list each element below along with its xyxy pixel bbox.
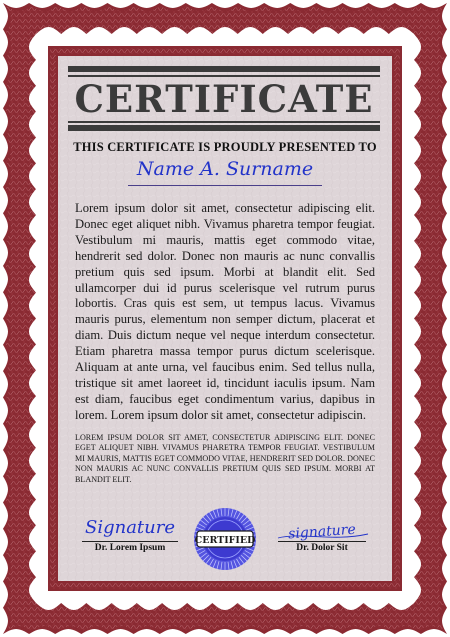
recipient-name: Name A. Surname <box>136 158 314 180</box>
title-bar-top-thick <box>68 66 380 72</box>
signature-left-script: Signature <box>84 517 176 538</box>
signature-right-name: Dr. Dolor Sit <box>296 543 348 553</box>
title-bar-bottom-thin <box>68 121 380 123</box>
small-print-paragraph: LOREM IPSUM DOLOR SIT AMET, CONSECTETUR ADIPISCING ELIT. DONEC EGET ALIQUET NIBH. VIVAMUS PHARETRA TEMPOR FEUGIAT. VESTIBULUM MI MAURIS, MATTIS EGET COMMODO VITAE, HENDRERIT SED DOLOR. DONEC NON MAURIS AC NUNC CONVALLIS PRETIUM QUIS SED IPSUM. MORBI AT BLANDIT ELIT. <box>75 433 375 484</box>
presented-to-line: THIS CERTIFICATE IS PROUDLY PRESENTED TO <box>73 140 377 154</box>
signature-left-line <box>82 541 178 542</box>
signature-right-line <box>278 541 366 542</box>
title-block <box>68 66 380 130</box>
title-bar-bottom-thick <box>68 125 380 131</box>
certified-seal <box>191 505 259 573</box>
body-paragraph: Lorem ipsum dolor sit amet, consectetur adipiscing elit. Donec eget aliquet nibh. Vivamus pharetra tempor feugiat. Vestibulum mi mauris, mattis eget commodo vitae, hendrerit sed dolor. Donec non mauris ac nunc convallis pretium quis sed ipsum. Morbi at blandit elit. Sed ullamcorper dui id purus scelerisque vel rutrum purus lobortis. Cras quis est sem, ut tempus lacus. Vivamus mauris purus, elementum non semper dictum, placerat et diam. Duis dictum neque vel neque interdum consectetur. Etiam pharetra massa tempor purus dictum scelerisque. Aliquam at ante urna, vel faucibus enim. Sed tellus nulla, tristique sit amet laoreet id, tincidunt iaculis ipsum. Nam est diam, faucibus eget condimentum varius, dapibus in lorem. Lorem ipsum dolor sit amet, consectetur adipiscin. <box>75 201 375 422</box>
recipient-underline <box>128 185 322 186</box>
seal-text: CERTIFIED <box>194 535 256 546</box>
certificate-title: CERTIFICATE <box>74 77 374 121</box>
svg-text:signature: signature <box>287 521 357 543</box>
signature-left-name: Dr. Lorem Ipsum <box>94 543 166 553</box>
